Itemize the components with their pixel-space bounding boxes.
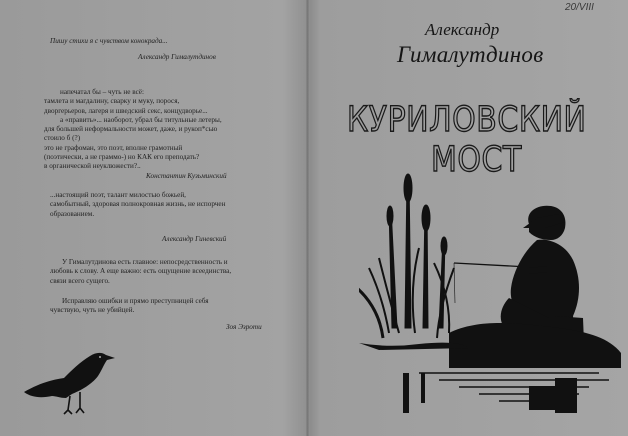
quote-line: ...настоящий поэт, талант милостью божьей, <box>50 191 186 199</box>
book-title-line-1: КУРИЛОВСКИЙ <box>347 100 587 141</box>
crow-icon <box>20 340 120 420</box>
quote-line: (поэтически, а не граммо-) но КАК его преподать? <box>44 153 200 162</box>
quote-line: любовь к слову. А еще важно: есть ощущение всеединства, <box>50 267 232 276</box>
back-cover <box>0 0 306 436</box>
quote-4 <box>50 258 231 286</box>
quote-line: У Гималутдинова есть главное: непосредственность и <box>62 258 228 266</box>
quote-3-attribution: Александр Гиневский <box>162 235 227 243</box>
quote-line: дворгерьеров, лагеря и шведский секс, концудворье... <box>44 106 208 115</box>
front-cover <box>309 0 628 436</box>
quote-5 <box>50 297 209 316</box>
quote-5-attribution: Зоя Эзроти <box>226 323 262 331</box>
quote-line: это не графоман, это поэт, вполне грамотный <box>44 143 183 152</box>
boy-fishing-icon <box>359 168 628 430</box>
quote-1 <box>50 37 168 46</box>
quote-line: образованием. <box>50 209 95 218</box>
quote-line: тамлета и магдалину, сварку и муку, порося, <box>44 97 180 106</box>
quote-2 <box>44 88 222 172</box>
quote-line: самобытный, здоровая полнокровная жизнь, не испорчен <box>50 200 226 209</box>
quote-1-attribution: Александр Гималутдинов <box>138 53 216 61</box>
quote-2-attribution: Константин Кузьминский <box>146 172 227 180</box>
quote-line: стоило б (?) <box>44 134 81 143</box>
author-last-name: Гималутдинов <box>397 42 544 67</box>
quote-line: в органической неуклюжести?.. <box>44 162 141 171</box>
quote-line: чувствую, чуть не убийцей. <box>50 306 135 315</box>
quote-line: Исправляю ошибки и прямо преступницей себя <box>62 297 209 305</box>
quote-line: напечатал бы – чуть не всё: <box>60 88 144 96</box>
handwritten-stamp: 20/VIII <box>565 2 594 13</box>
author-first-name: Александр <box>425 20 500 39</box>
book-title-line-2: МОСТ <box>431 140 522 181</box>
quote-line: связи всего сущего. <box>50 276 110 285</box>
quote-line: а «править»... наоборот, убрал бы титульные летеры, <box>60 115 222 124</box>
quote-3 <box>50 191 225 219</box>
quote-line: Пишу стихи я с чувством конокрада... <box>50 37 168 45</box>
quote-line: для большей неформальности может, даже, и рукоп*сью <box>44 125 218 134</box>
